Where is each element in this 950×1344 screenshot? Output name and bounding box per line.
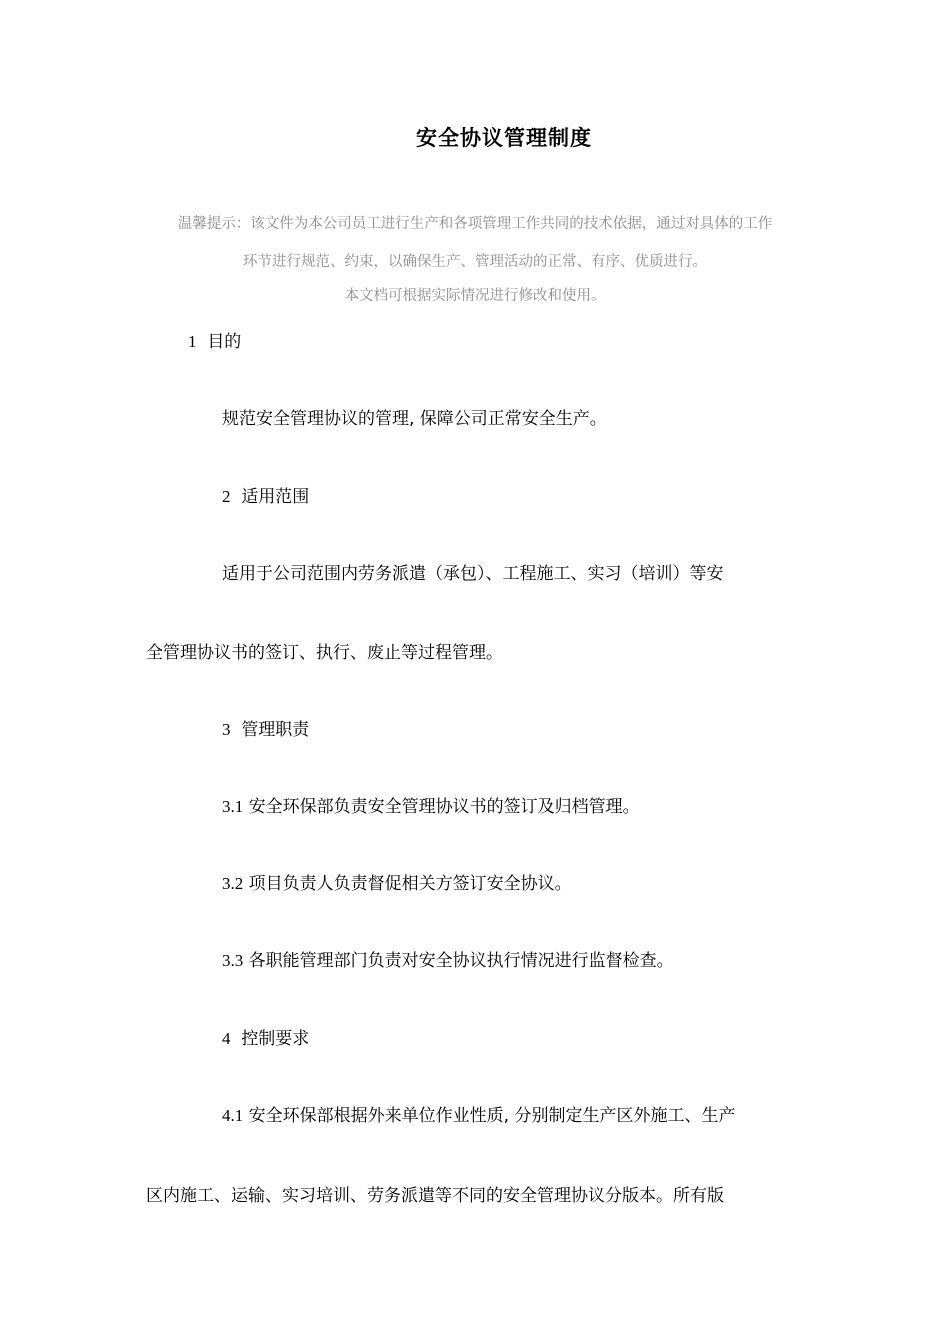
paragraph-scope-line-1: 适用于公司范围内劳务派遣（承包）、工程施工、实习（培训）等安 [222, 564, 724, 584]
paragraph-scope-line-2: 全管理协议书的签订、执行、废止等过程管理。 [146, 643, 503, 663]
item-4-1-line-1 [222, 1101, 735, 1126]
section-4-number: 4 [222, 1029, 231, 1048]
item-3-1-number: 3.1 [222, 797, 244, 816]
item-3-2 [222, 869, 572, 894]
notice-line-3: 本文档可根据实际情况进行修改和使用。 [344, 288, 606, 304]
item-3-1-text: 安全环保部负责安全管理协议书的签订及归档管理。 [248, 797, 640, 817]
notice-line-1: 温馨提示：该文件为本公司员工进行生产和各项管理工作共同的技术依据，通过对具体的工作 [177, 216, 773, 232]
document-title: 安全协议管理制度 [416, 126, 592, 150]
item-4-1-number: 4.1 [222, 1106, 244, 1125]
section-1-title: 目的 [207, 332, 242, 352]
item-4-1-line-2: 区内施工、运输、实习培训、劳务派遣等不同的安全管理协议分版本。所有版 [146, 1186, 724, 1206]
section-3-heading [222, 715, 309, 740]
notice-line-2: 环节进行规范、约束，以确保生产、管理活动的正常、有序、优质进行。 [243, 254, 707, 270]
section-3-title: 管理职责 [241, 720, 310, 740]
item-3-3-text: 各职能管理部门负责对安全协议执行情况进行监督检查。 [248, 951, 674, 971]
item-3-3 [222, 946, 674, 971]
section-1-number: 1 [188, 332, 197, 351]
section-1-heading [188, 327, 241, 352]
item-3-3-number: 3.3 [222, 951, 244, 970]
section-4-heading [222, 1024, 309, 1049]
section-2-heading [222, 482, 309, 507]
section-2-title: 适用范围 [241, 487, 310, 507]
item-4-1-text-line-1: 安全环保部根据外来单位作业性质, 分别制定生产区外施工、生产 [248, 1106, 736, 1126]
item-3-2-number: 3.2 [222, 874, 244, 893]
section-2-number: 2 [222, 487, 231, 506]
paragraph-purpose: 规范安全管理协议的管理, 保障公司正常安全生产。 [222, 409, 607, 429]
section-3-number: 3 [222, 720, 231, 739]
section-4-title: 控制要求 [241, 1029, 310, 1049]
item-3-2-text: 项目负责人负责督促相关方签订安全协议。 [248, 874, 572, 894]
item-3-1 [222, 792, 640, 817]
